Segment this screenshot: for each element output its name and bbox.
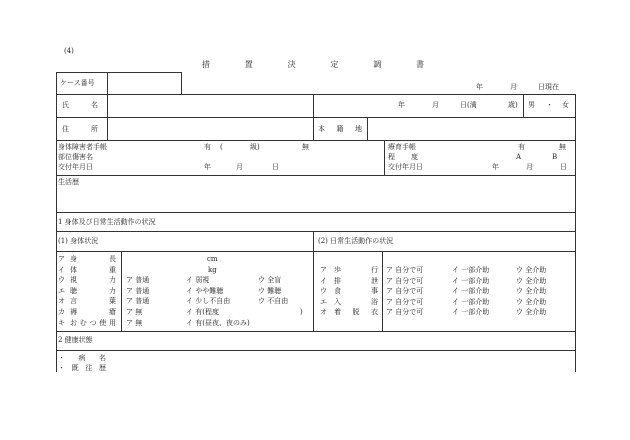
history-label-char: ・ — [58, 364, 65, 372]
case-number-field[interactable] — [112, 76, 178, 91]
daily-item-label-char: 歩 — [334, 266, 341, 274]
physical-option-3[interactable]: ウ 全盲 — [258, 276, 282, 285]
daily-option-partial[interactable]: イ 一部介助 — [452, 297, 490, 306]
daily-item-label-char: 排 — [334, 276, 341, 285]
physical-option-3[interactable]: ウ 不自由 — [258, 297, 289, 306]
physical-item-unit: kg — [208, 265, 217, 274]
daily-option-full[interactable]: ウ 全介助 — [516, 308, 547, 317]
physical-item-label-char: 聴 — [70, 286, 77, 295]
daily-item-label-char: 着 — [334, 308, 341, 317]
nurturing-notebook-label: 療育手帳 — [388, 143, 416, 151]
physical-item-label-char: 力 — [109, 276, 116, 285]
title-char: 決 — [287, 60, 296, 69]
physical-item-letter: イ — [58, 265, 65, 274]
honseki-label-char: 地 — [355, 125, 362, 133]
daily-item-label-char: 事 — [371, 287, 378, 296]
history-label-char: 往 — [85, 364, 93, 372]
daily-item-label — [334, 267, 378, 274]
medical-history-label — [58, 365, 106, 372]
physical-item-label-char: 身 — [70, 255, 77, 263]
physical-option-close: ) — [300, 308, 303, 316]
physical-option-1[interactable]: ア 普通 — [126, 276, 150, 285]
section2-title: 2 健康状態 — [58, 336, 93, 344]
daily-option-self[interactable]: ア 自分で可 — [386, 287, 424, 296]
daily-option-full[interactable]: ウ 全介助 — [516, 276, 547, 285]
physical-item-label — [70, 288, 116, 295]
daily-item-label-char: 泄 — [371, 276, 378, 285]
page-title — [202, 61, 424, 69]
physical-item-label-char: 視 — [70, 276, 77, 285]
injury-part-label: 部位傷害名 — [58, 153, 93, 161]
physical-option-2[interactable]: イ 少し不自由 — [186, 297, 231, 306]
case-number-label: ケース番号 — [60, 79, 95, 87]
disease-label-char: 名 — [99, 354, 106, 362]
daily-option-self[interactable]: ア 自分で可 — [386, 308, 424, 317]
name-label-char: 名 — [91, 101, 98, 109]
history-label-char: 歴 — [98, 364, 106, 372]
daily-item-label-char: 食 — [334, 287, 341, 296]
daily-item-label-char: 入 — [334, 297, 341, 306]
disability-issued-month: 月 — [236, 163, 243, 171]
daily-item-letter: ウ — [320, 287, 327, 296]
physical-item-letter: ア — [58, 255, 65, 263]
physical-item-label-char: 力 — [109, 286, 116, 295]
physical-option-2[interactable]: イ 有(程度 — [186, 308, 219, 316]
physical-option-1[interactable]: ア 無 — [126, 318, 143, 327]
title-char: 定 — [330, 60, 339, 69]
physical-item-letter: カ — [58, 308, 65, 316]
physical-item-letter: ウ — [58, 276, 65, 285]
name-field[interactable] — [112, 98, 308, 114]
address-field[interactable] — [112, 121, 308, 137]
life-history-field[interactable] — [58, 189, 570, 209]
address-label — [62, 126, 98, 133]
physical-item-label-char: 長 — [109, 255, 116, 263]
physical-item-label-char: 葉 — [109, 297, 116, 306]
daily-option-partial[interactable]: イ 一部介助 — [452, 287, 490, 296]
age-close-label: 歳) — [508, 101, 518, 109]
honseki-label — [318, 126, 362, 133]
degree-label — [388, 154, 418, 161]
physical-item-label-char: つ — [89, 318, 97, 327]
physical-item-label — [70, 298, 116, 305]
address-label-char: 住 — [62, 125, 69, 133]
nurturing-issued-year: 年 — [492, 163, 499, 171]
sex-male-option[interactable]: 男 — [528, 101, 535, 109]
daily-option-full[interactable]: ウ 全介助 — [516, 266, 547, 274]
physical-item-letter: エ — [58, 286, 65, 295]
disability-issued-day: 日 — [272, 163, 279, 171]
title-char: 書 — [415, 60, 424, 69]
nurturing-issued-day: 日 — [560, 163, 567, 171]
physical-item-label-char: 言 — [70, 297, 77, 306]
title-char: 調 — [373, 60, 382, 69]
daily-activities-title: (2) 日常生活動作の状況 — [318, 237, 394, 245]
physical-item-label — [70, 277, 116, 284]
physical-item-label-char: 重 — [109, 265, 116, 274]
disease-label-char: 病 — [78, 354, 86, 362]
nurturing-issued-month: 月 — [526, 163, 533, 171]
degree-a-option[interactable]: A — [516, 153, 522, 161]
daily-option-partial[interactable]: イ 一部介助 — [452, 276, 490, 285]
daily-option-self[interactable]: ア 自分で可 — [386, 276, 424, 285]
physical-option-1[interactable]: ア 無 — [126, 308, 143, 316]
daily-option-full[interactable]: ウ 全介助 — [516, 287, 547, 296]
daily-option-full[interactable]: ウ 全介助 — [516, 297, 547, 306]
physical-item-label-char: 瘡 — [109, 308, 116, 316]
daily-option-partial[interactable]: イ 一部介助 — [452, 266, 490, 274]
physical-item-label — [70, 256, 116, 263]
address-label-char: 所 — [91, 125, 98, 133]
degree-label-char: 度 — [411, 153, 418, 161]
physical-item-label — [70, 309, 116, 316]
disease-name-label — [58, 355, 106, 362]
daily-item-label-char: 浴 — [371, 297, 378, 306]
nurturing-none-option[interactable]: 無 — [559, 143, 566, 151]
grade-label: 級) — [250, 143, 260, 151]
honseki-label-char: 本 — [318, 125, 325, 133]
disability-issued-year: 年 — [204, 163, 211, 171]
physical-option-2[interactable]: イ やや難聴 — [186, 286, 224, 295]
disease-label-char: ・ — [58, 354, 65, 362]
daily-item-label — [334, 278, 378, 285]
life-history-label: 生活歴 — [58, 178, 79, 186]
section1-title: 1 身体及び日常生活動作の状況 — [58, 218, 156, 226]
physical-item-label-char: お — [70, 318, 77, 327]
physical-option-2[interactable]: イ 有(昼夜、夜のみ) — [186, 318, 250, 327]
nurturing-issued-label: 交付年月日 — [388, 163, 423, 171]
daily-item-label — [334, 309, 378, 316]
disability-has-option[interactable]: 有 — [204, 143, 211, 151]
physical-item-unit: cm — [207, 255, 218, 263]
daily-option-partial[interactable]: イ 一部介助 — [452, 308, 490, 317]
sex-female-option[interactable]: 女 — [562, 101, 569, 109]
birth-day-age-label: 日(満 — [460, 101, 477, 109]
daily-item-letter: イ — [320, 276, 327, 285]
physical-item-label-char: む — [79, 318, 87, 327]
honseki-field[interactable] — [372, 121, 570, 137]
nurturing-has-option[interactable]: 有 — [518, 143, 525, 151]
daily-item-label — [334, 288, 378, 295]
birth-month-label: 月 — [432, 101, 439, 109]
asof-day: 日現在 — [538, 83, 559, 91]
form-number: (4) — [64, 47, 74, 55]
disability-notebook-label: 身体障害者手帳 — [58, 143, 107, 151]
daily-item-letter: ア — [320, 266, 327, 274]
physical-option-1[interactable]: ア 普通 — [126, 297, 150, 306]
physical-option-1[interactable]: ア 普通 — [126, 286, 150, 295]
degree-b-option[interactable]: B — [552, 153, 558, 161]
name-label — [62, 102, 98, 109]
asof-month: 月 — [510, 83, 517, 91]
daily-item-label — [334, 299, 378, 306]
daily-item-label-char: 衣 — [371, 308, 378, 317]
sex-separator: ・ — [546, 101, 553, 109]
physical-item-label-char: 体 — [70, 265, 77, 274]
title-char: 置 — [244, 60, 253, 69]
physical-item-label-char: 褥 — [70, 308, 77, 316]
title-char: 措 — [202, 60, 210, 69]
physical-item-label-char: 使 — [99, 318, 107, 327]
physical-option-2[interactable]: イ 弱視 — [186, 276, 210, 285]
physical-item-label-char: 用 — [109, 318, 116, 327]
physical-item-letter: キ — [58, 318, 65, 327]
asof-year: 年 — [476, 83, 483, 91]
physical-item-label — [70, 267, 116, 274]
birth-year-label: 年 — [398, 101, 405, 109]
daily-item-label-char: 脱 — [352, 308, 360, 317]
daily-item-label-char: 行 — [371, 266, 378, 274]
physical-item-label — [70, 320, 116, 327]
grade-open: ( — [220, 143, 223, 151]
history-label-char: 既 — [71, 364, 79, 372]
physical-status-title: (1) 身体状況 — [58, 237, 99, 245]
daily-option-self[interactable]: ア 自分で可 — [386, 297, 424, 306]
daily-option-self[interactable]: ア 自分で可 — [386, 266, 424, 274]
daily-item-letter: エ — [320, 297, 327, 306]
degree-label-char: 程 — [388, 153, 395, 161]
daily-item-letter: オ — [320, 308, 327, 317]
honseki-label-char: 籍 — [336, 125, 344, 133]
physical-option-3[interactable]: ウ 難聴 — [258, 286, 282, 295]
name-label-char: 氏 — [62, 101, 69, 109]
disability-issued-label: 交付年月日 — [58, 163, 93, 171]
physical-item-letter: オ — [58, 297, 65, 306]
disability-none-option[interactable]: 無 — [302, 143, 309, 151]
